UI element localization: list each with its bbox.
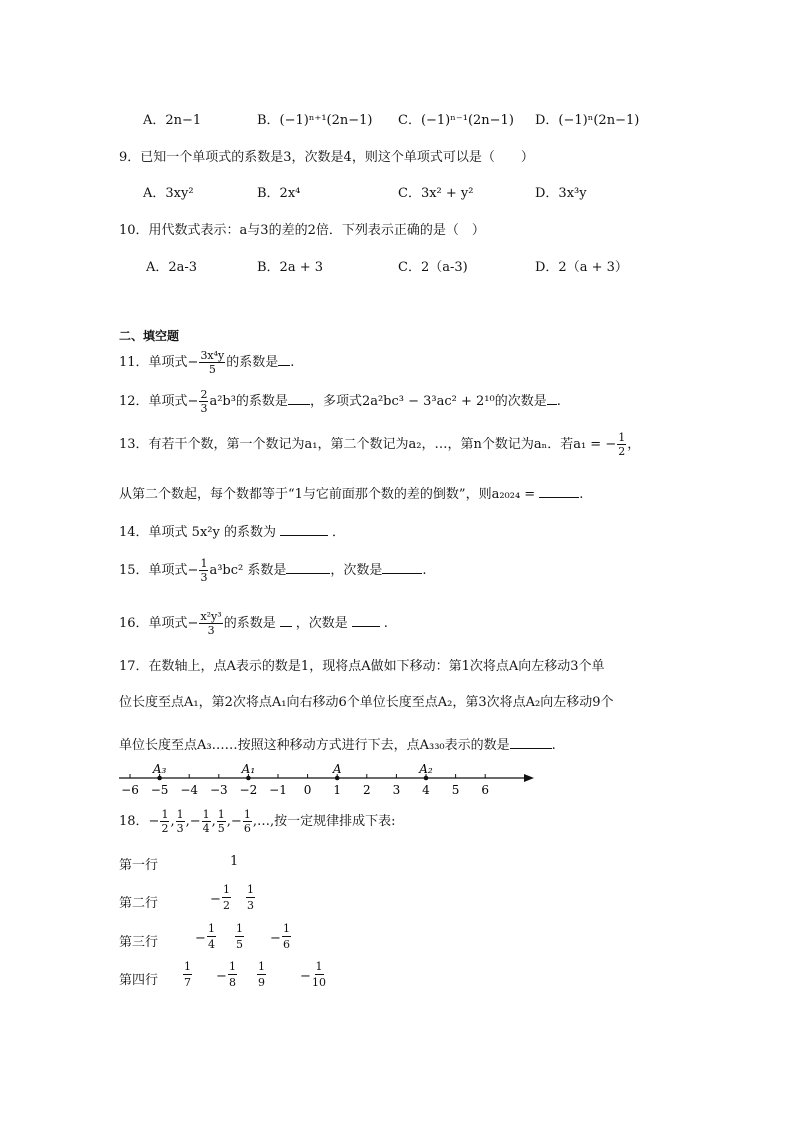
q18-table-fraction xyxy=(257,961,266,988)
q18-seq-fraction xyxy=(217,809,226,834)
q16-text-2: ，次数是 xyxy=(295,616,348,631)
number-line-point-label: A xyxy=(332,762,342,776)
q12-fraction xyxy=(199,389,208,414)
q18-seq-fraction xyxy=(176,809,185,834)
number-line-tick-label: 6 xyxy=(481,783,490,797)
q16-end: . xyxy=(383,616,388,631)
number-line-tick-label: 2 xyxy=(362,783,371,797)
q17-text: 单位长度至点A₃……按照这种移动方式进行下去，点A₃₃₀表示的数是 xyxy=(119,738,510,753)
number-line-point xyxy=(424,776,429,781)
question-14 xyxy=(119,521,345,540)
question-12 xyxy=(119,389,561,414)
q18-sequence xyxy=(148,808,253,835)
q18-seq-fraction xyxy=(160,809,169,834)
q13-answer-blank[interactable] xyxy=(539,487,579,498)
q9-option-b: B．2x⁴ xyxy=(257,186,301,201)
q18-table-numerator: 1 xyxy=(315,960,323,973)
number-line-arrow xyxy=(524,774,534,782)
q12-answer-blank-2[interactable] xyxy=(547,394,557,405)
q13-text-2: 从第二个数起，每个数都等于“1与它前面那个数的差的倒数”，则a₂₀₂₄ = xyxy=(119,487,536,502)
number-line xyxy=(0,758,794,804)
q18-prefix: 18． xyxy=(119,814,149,829)
q18-seq-fraction xyxy=(243,809,252,834)
q16-text: 的系数是 xyxy=(223,616,276,631)
q15-text-2: ，次数是 xyxy=(330,563,383,578)
q11-answer-blank[interactable] xyxy=(278,355,290,366)
q13-denominator: 2 xyxy=(618,445,626,458)
q17-end: . xyxy=(551,738,556,753)
question-11 xyxy=(119,350,294,375)
q18-row-label: 第四行 xyxy=(119,973,159,988)
q8-option-a: A．2n−1 xyxy=(143,113,202,128)
q18-seq-numerator: 1 xyxy=(202,808,210,821)
q16-numerator: x²y³ xyxy=(200,610,222,623)
q18-table-fraction xyxy=(183,961,192,988)
q8-option-d: D．(−1)ⁿ(2n−1) xyxy=(535,113,640,128)
q16-fraction xyxy=(199,611,222,636)
q9-option-c: C．3x² + y² xyxy=(398,186,474,201)
q16-answer-blank-1[interactable] xyxy=(280,616,292,627)
q11-end: . xyxy=(290,355,295,370)
number-line-tick-label: 0 xyxy=(303,783,312,797)
number-line-tick-label: −6 xyxy=(121,783,139,797)
q12-text-2: ，多项式2a²bc³ − 3³ac² + 2¹⁰的次数是 xyxy=(309,394,547,409)
q16-answer-blank-2[interactable] xyxy=(352,616,380,627)
q18-table-numerator: 1 xyxy=(247,883,254,896)
section-heading-fill-blank: 二、填空题 xyxy=(119,329,180,343)
q13-numerator: 1 xyxy=(618,431,626,444)
q15-end: . xyxy=(422,563,427,578)
q18-seq-numerator: 1 xyxy=(161,808,169,821)
q18-table-sign: − xyxy=(270,931,281,946)
number-line-point-label: A₁ xyxy=(241,762,256,776)
number-line-tick-label: −5 xyxy=(150,783,169,797)
question-17-line-1: 17．在数轴上，点A表示的数是1，现将点A做如下移动：第1次将点A向左移动3个单 xyxy=(119,659,605,674)
q18-seq-denominator: 5 xyxy=(217,822,225,835)
q18-seq-denominator: 2 xyxy=(161,822,169,835)
q12-denominator: 3 xyxy=(200,402,208,415)
question-18 xyxy=(119,809,395,834)
q18-row-label: 第二行 xyxy=(119,896,159,911)
q18-seq-denominator: 4 xyxy=(202,822,210,835)
q17-answer-blank[interactable] xyxy=(510,738,552,749)
q18-table-value: 1 xyxy=(230,854,239,869)
question-17-line-2: 位长度至点A₁，第2次将点A₁向右移动6个单位长度至点A₂，第3次将点A₂向左移动9个 xyxy=(119,695,614,710)
q18-table-numerator: 1 xyxy=(236,922,243,935)
q15-prefix: 15．单项式− xyxy=(119,563,199,578)
number-line-tick-label: −3 xyxy=(209,783,228,797)
q16-denominator: 3 xyxy=(207,624,215,637)
q18-table-fraction xyxy=(222,884,231,911)
q11-text: 的系数是 xyxy=(226,355,279,370)
q18-seq-numerator: 1 xyxy=(217,808,225,821)
q18-table-denominator: 6 xyxy=(283,938,290,951)
q18-table-denominator: 8 xyxy=(229,976,236,989)
q12-end: . xyxy=(556,394,561,409)
number-line-tick-label: −4 xyxy=(180,783,199,797)
q18-seq-comma: , xyxy=(226,814,231,829)
q18-table-denominator: 5 xyxy=(236,938,243,951)
q9-option-d: D．3x³y xyxy=(535,186,587,201)
q8-option-b: B．(−1)ⁿ⁺¹(2n−1) xyxy=(257,113,373,128)
q9-option-a: A．3xy² xyxy=(143,186,194,201)
q18-table-denominator: 10 xyxy=(312,976,326,989)
number-line-point-label: A₃ xyxy=(152,762,167,776)
q12-answer-blank-1[interactable] xyxy=(288,394,310,405)
q18-table-fraction xyxy=(282,923,291,950)
number-line-tick-label: 4 xyxy=(422,783,430,797)
question-9-text: 9．已知一个单项式的系数是3，次数是4，则这个单项式可以是（ ） xyxy=(119,150,534,165)
q18-seq-comma: , xyxy=(211,814,216,829)
q18-table-denominator: 4 xyxy=(208,938,215,951)
q18-table-sign: − xyxy=(300,969,311,984)
q18-seq-numerator: 1 xyxy=(243,808,251,821)
q12-numerator: 2 xyxy=(200,388,208,401)
q18-table-numerator: 1 xyxy=(229,960,236,973)
q18-suffix: ,…,按一定规律排成下表: xyxy=(252,814,396,829)
question-17-line-3 xyxy=(119,734,556,753)
q18-seq-sign: − xyxy=(230,814,242,829)
q18-table-numerator: 1 xyxy=(258,960,265,973)
q13-comma: ， xyxy=(627,437,641,452)
number-line-tick-label: 1 xyxy=(333,783,342,797)
number-line-point xyxy=(246,776,251,781)
q11-prefix: 11．单项式− xyxy=(119,355,199,370)
q18-seq-sign: − xyxy=(148,814,160,829)
q18-row-label: 第一行 xyxy=(119,858,159,873)
q18-seq-comma: , xyxy=(170,814,175,829)
q18-table-denominator: 2 xyxy=(223,899,230,912)
q15-denominator: 3 xyxy=(200,571,208,584)
q18-table-numerator: 1 xyxy=(223,883,230,896)
q18-table-sign: − xyxy=(195,931,206,946)
q18-table-sign: − xyxy=(216,969,227,984)
q18-table-fraction xyxy=(312,961,326,988)
q15-text: a³bc² 系数是 xyxy=(209,563,287,578)
q13-fraction xyxy=(617,432,626,457)
q18-table-sign: − xyxy=(210,892,221,907)
number-line-tick-label: −1 xyxy=(269,783,287,797)
q14-end: ． xyxy=(331,525,345,540)
q11-numerator: 3x⁴y xyxy=(200,349,225,362)
q15-answer-blank-1[interactable] xyxy=(286,563,330,574)
q10-option-b: B．2a + 3 xyxy=(257,260,324,275)
q14-text: 14．单项式 5x²y 的系数为 xyxy=(119,525,276,540)
q11-denominator: 5 xyxy=(208,363,216,376)
q18-table-numerator: 1 xyxy=(184,960,191,973)
q18-seq-comma: , xyxy=(185,814,190,829)
number-line-tick-label: −2 xyxy=(239,783,258,797)
number-line-point-label: A₂ xyxy=(419,762,433,776)
q12-prefix: 12．单项式− xyxy=(119,394,199,409)
q18-table-denominator: 9 xyxy=(258,976,265,989)
number-line-point xyxy=(157,776,162,781)
q11-fraction xyxy=(199,350,225,375)
question-13-line-2 xyxy=(119,483,583,502)
q12-text: a²b³的系数是 xyxy=(209,394,288,409)
q16-prefix: 16．单项式− xyxy=(119,616,199,631)
q18-table-numerator: 1 xyxy=(283,922,290,935)
q18-row-label: 第三行 xyxy=(119,935,159,950)
q18-seq-fraction xyxy=(202,809,211,834)
q14-answer-blank[interactable] xyxy=(280,525,328,536)
q18-seq-denominator: 6 xyxy=(243,822,251,835)
question-13-line-1 xyxy=(119,432,640,457)
q18-seq-sign: − xyxy=(189,814,201,829)
q10-option-d: D．2（a + 3） xyxy=(535,260,628,275)
q18-table-denominator: 3 xyxy=(247,899,254,912)
number-line-point xyxy=(335,776,340,781)
question-15 xyxy=(119,558,427,583)
q18-seq-denominator: 3 xyxy=(176,822,184,835)
question-16 xyxy=(119,611,388,636)
q18-table-numerator: 1 xyxy=(208,922,215,935)
q13-text: 13．有若干个数，第一个数记为a₁，第二个数记为a₂，…，第n个数记为aₙ．若a₁ = − xyxy=(119,437,617,452)
q18-table-fraction xyxy=(235,923,244,950)
number-line-tick-label: 3 xyxy=(392,783,401,797)
q18-table-fraction xyxy=(207,923,216,950)
q10-option-c: C．2（a-3) xyxy=(398,260,468,275)
number-line-tick-label: 5 xyxy=(451,783,460,797)
q13-end: . xyxy=(579,487,584,502)
q18-table-denominator: 7 xyxy=(184,976,191,989)
q15-fraction xyxy=(199,558,208,583)
q15-answer-blank-2[interactable] xyxy=(382,563,422,574)
q18-seq-numerator: 1 xyxy=(176,808,184,821)
q18-table-fraction xyxy=(228,961,237,988)
q10-option-a: A．2a-3 xyxy=(146,260,198,275)
question-10-text: 10．用代数式表示：a与3的差的2倍．下列表示正确的是（ ） xyxy=(119,223,485,238)
q8-option-c: C．(−1)ⁿ⁻¹(2n−1) xyxy=(398,113,514,128)
q18-table-fraction xyxy=(246,884,255,911)
q15-numerator: 1 xyxy=(200,557,208,570)
